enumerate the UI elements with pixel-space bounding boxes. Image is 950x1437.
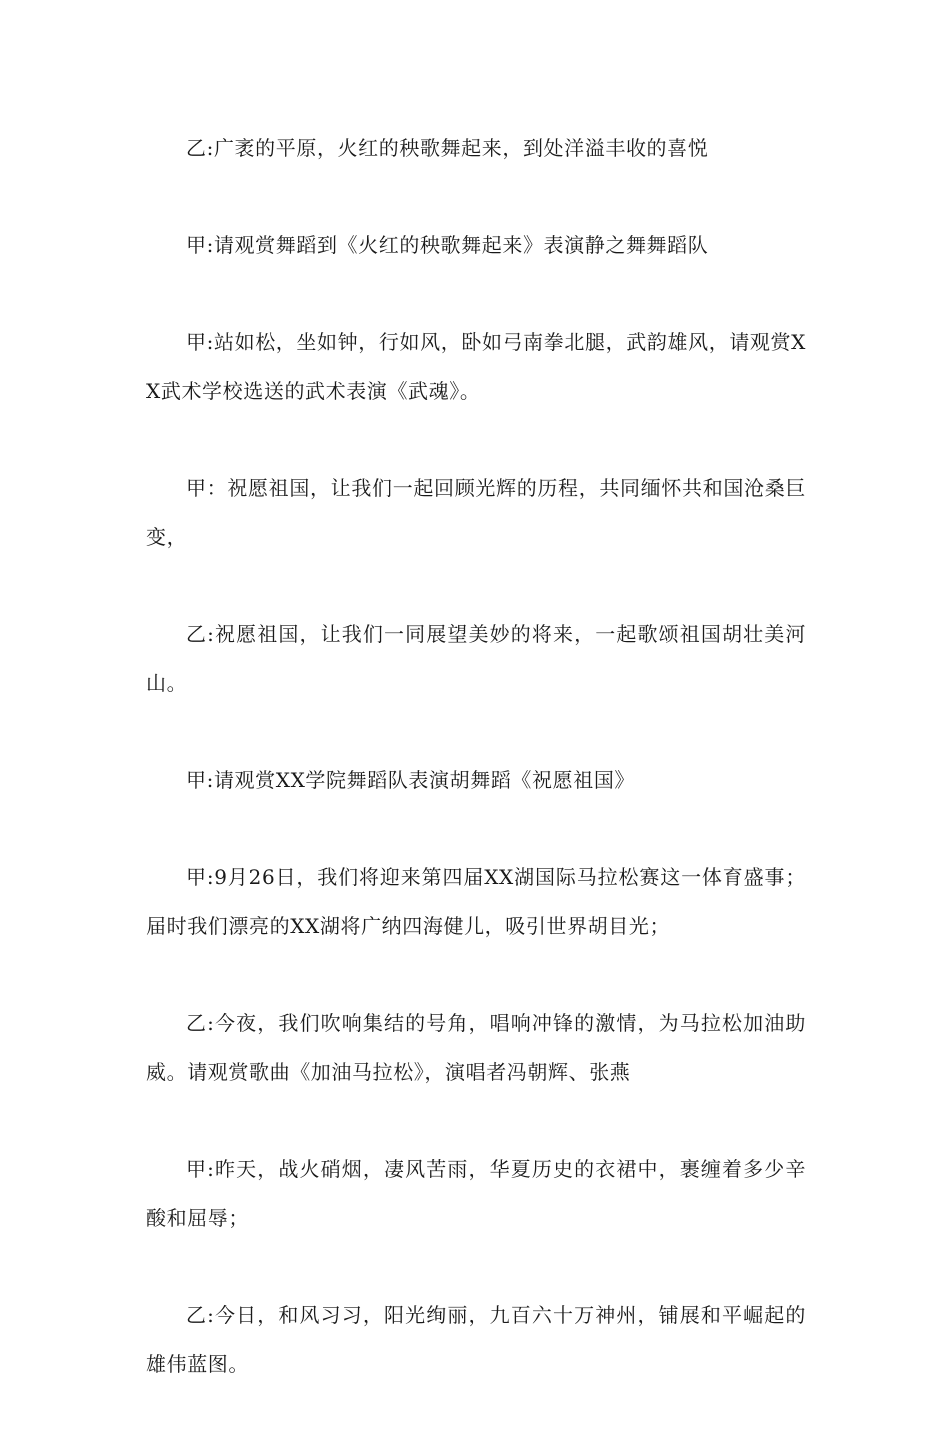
paragraph: 甲:站如松，坐如钟，行如风，卧如弓南拳北腿，武韵雄风，请观赏XX武术学校选送的武术表演《武魂》。 [146, 330, 806, 403]
document-body [146, 124, 806, 1437]
paragraph: 甲:请观赏XX学院舞蹈队表演胡舞蹈《祝愿祖国》 [186, 768, 636, 792]
paragraph: 乙:今夜，我们吹响集结的号角，唱响冲锋的激情，为马拉松加油助威。请观赏歌曲《加油马拉松》，演唱者冯朝辉、张燕 [146, 1011, 806, 1084]
paragraph: 甲：祝愿祖国，让我们一起回顾光辉的历程，共同缅怀共和国沧桑巨变， [146, 476, 806, 549]
paragraph: 乙:广袤的平原，火红的秧歌舞起来，到处洋溢丰收的喜悦 [186, 136, 709, 160]
paragraph: 乙:祝愿祖国，让我们一同展望美妙的将来，一起歌颂祖国胡壮美河山。 [146, 622, 806, 695]
paragraph: 甲:9月26日，我们将迎来第四届XX湖国际马拉松赛这一体育盛事；届时我们漂亮的XX湖将广纳四海健儿，吸引世界胡目光； [146, 865, 806, 938]
paragraph: 甲:请观赏舞蹈到《火红的秧歌舞起来》表演静之舞舞蹈队 [186, 233, 709, 257]
paragraph: 乙:今日，和风习习，阳光绚丽，九百六十万神州，铺展和平崛起的雄伟蓝图。 [146, 1303, 806, 1376]
paragraph: 甲:昨天，战火硝烟，凄风苦雨，华夏历史的衣裙中，裹缠着多少辛酸和屈辱； [146, 1157, 806, 1230]
